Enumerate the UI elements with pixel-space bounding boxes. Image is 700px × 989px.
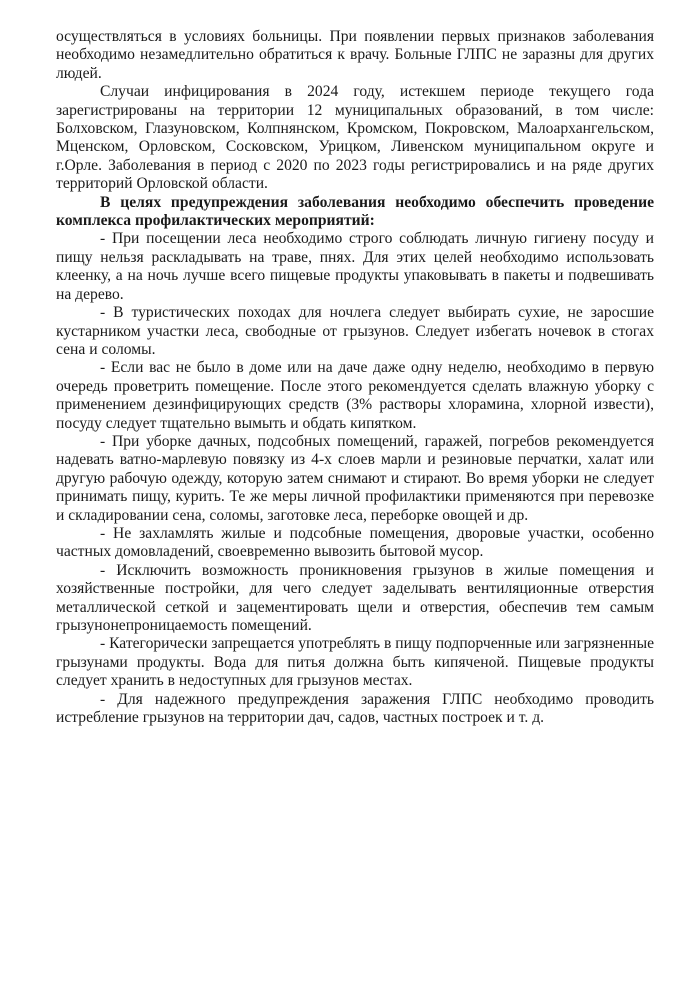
paragraph-no-clutter: - Не захламлять жилые и подсобные помещения, дворовые участки, особенно частных домовладений, своевременно вывозить бытовой мусор. xyxy=(56,524,654,561)
paragraph-hospital-treatment: осуществляться в условиях больницы. При появлении первых признаков заболевания необходимо незамедлительно обратиться к врачу. Больные ГЛПС не заразны для других людей. xyxy=(56,28,654,82)
paragraph-camping: - В туристических походах для ночлега следует выбирать сухие, не заросшие кустарником участки леса, свободные от грызунов. Следует избегать ночевок в стогах сена и соломы. xyxy=(56,304,654,358)
paragraph-rodent-extermination: - Для надежного предупреждения заражения ГЛПС необходимо проводить истребление грызунов на территории дач, садов, частных построек и т. д. xyxy=(56,690,654,727)
paragraph-forest-hygiene: - При посещении леса необходимо строго соблюдать личную гигиену посуду и пищу нельзя раскладывать на траве, пнях. Для этих целей необходимо использовать клеенку, а на ночь лучше всего пищевые продукты упаковывать в пакеты и подвешивать на дерево. xyxy=(56,230,654,303)
paragraph-food-safety: - Категорически запрещается употреблять в пищу подпорченные или загрязненные грызунами продукты. Вода для питья должна быть кипяченой. Пищевые продукты следует хранить в недоступных для грызунов местах. xyxy=(56,635,654,690)
document-page xyxy=(56,28,654,727)
paragraph-rodent-proofing: - Исключить возможность проникновения грызунов в жилые помещения и хозяйственные постройки, для чего следует заделывать вентиляционные отверстия металлической сеткой и зацементировать щели и отверстия, обеспечив тем самым грызунонепроницаемость помещений. xyxy=(56,561,654,634)
paragraph-house-ventilation: - Если вас не было в доме или на даче даже одну неделю, необходимо в первую очередь проветрить помещение. После этого рекомендуется сделать влажную уборку с применением дезинфицирующих средств (3% растворы хлорамина, хлорной извести), посуду следует тщательно вымыть и обдать кипятком. xyxy=(56,359,654,432)
paragraph-infection-cases: Случаи инфицирования в 2024 году, истекшем периоде текущего года зарегистрированы на территории 12 муниципальных образований, в том числе: Болховском, Глазуновском, Колпнянском, Кромском, Покровском, Малоархангельском, Мценском, Орловском, Сосковском, Урицком, Ливенском муниципальном округе и г.Орле. Заболевания в период с 2020 по 2023 годы регистрировались и на ряде других территорий Орловской области. xyxy=(56,83,654,193)
paragraph-cleaning-protection: - При уборке дачных, подсобных помещений, гаражей, погребов рекомендуется надевать ватно-марлевую повязку из 4-х слоев марли и резиновые перчатки, халат или другую рабочую одежду, которую затем снимают и стирают. Во время уборки не следует принимать пищу, курить. Те же меры личной профилактики применяются при перевозке и складировании сена, соломы, заготовке леса, переборке овощей и др. xyxy=(56,432,654,524)
paragraph-prevention-heading: В целях предупреждения заболевания необходимо обеспечить проведение комплекса профилактических мероприятий: xyxy=(56,193,654,230)
